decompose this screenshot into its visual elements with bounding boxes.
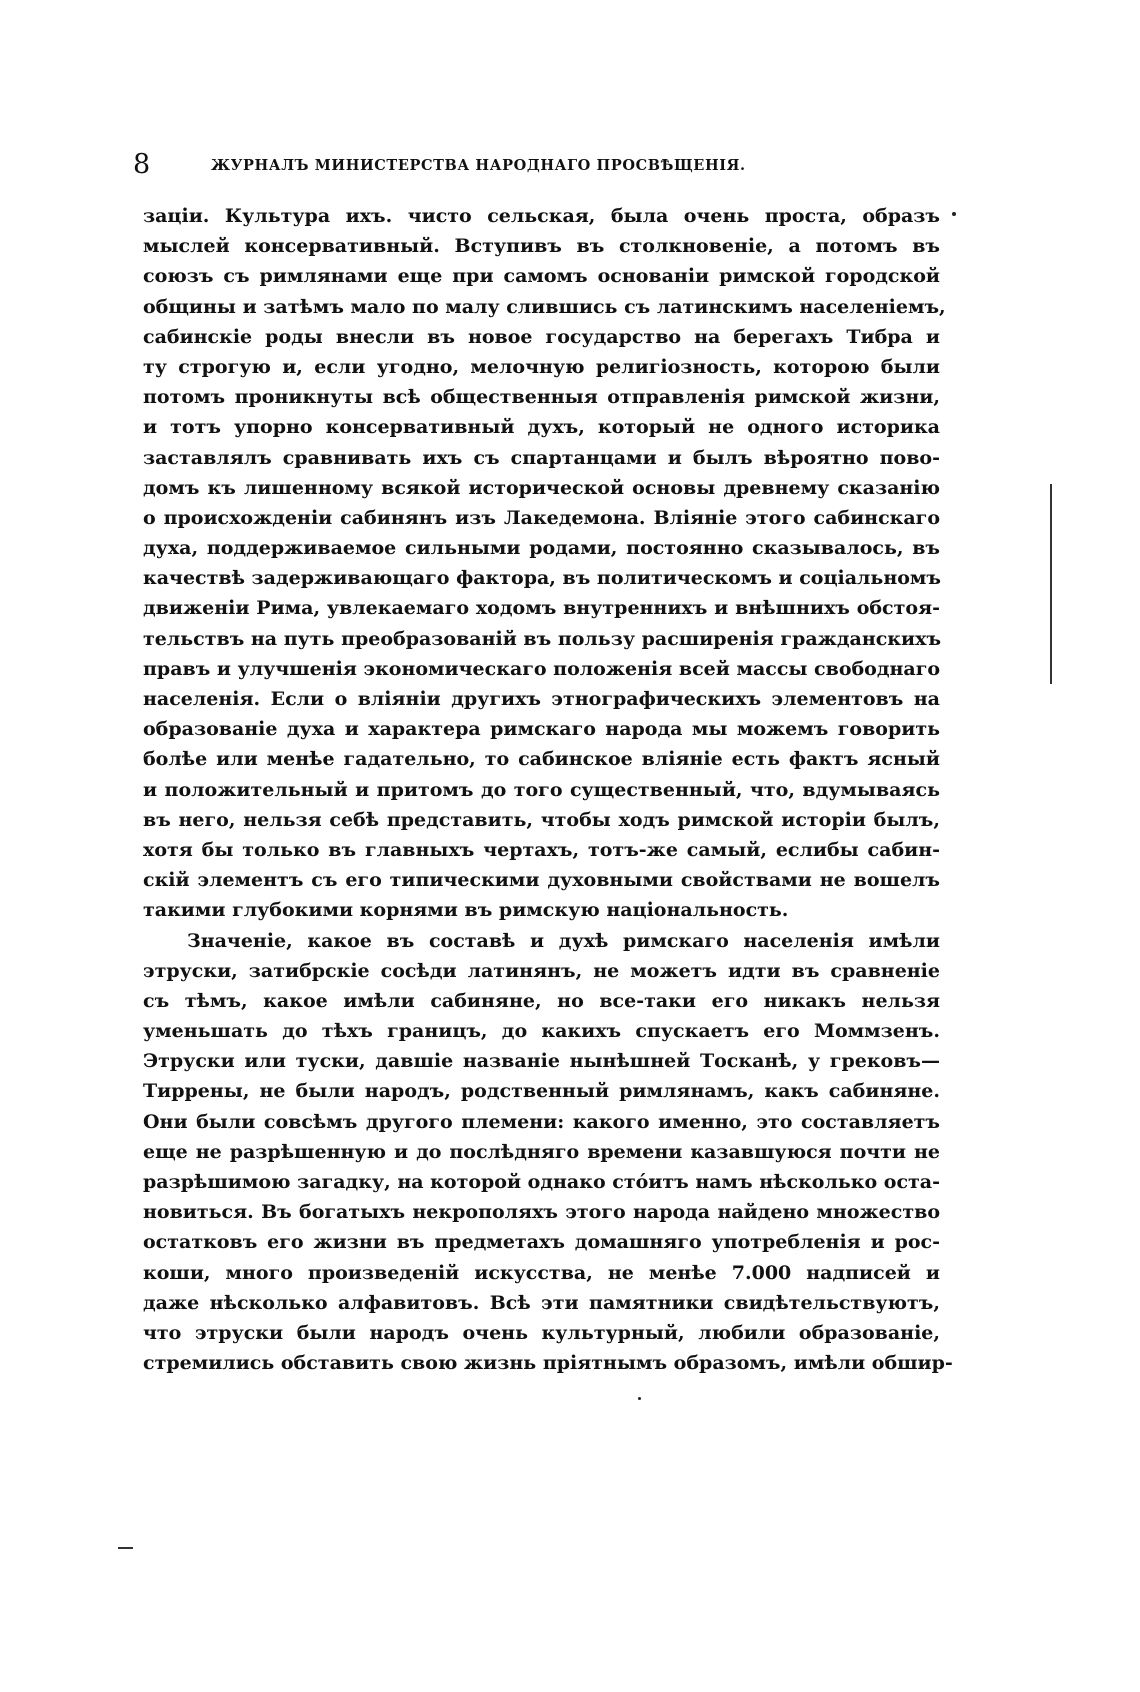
page-header — [133, 148, 845, 182]
text-line: движеніи Рима, увлекаемаго ходомъ внутреннихъ и внѣшнихъ обстоя- — [143, 597, 940, 620]
text-line: уменьшать до тѣхъ границъ, до какихъ спускаетъ его Моммзенъ. — [143, 1020, 940, 1043]
text-line: Тиррены, не были народъ, родственный римлянамъ, какъ сабиняне. — [143, 1080, 940, 1103]
text-line: тельствъ на путь преобразованій въ пользу расширенія гражданскихъ — [143, 627, 942, 650]
scan-margin-dash — [118, 1547, 133, 1549]
scan-speck — [952, 212, 956, 216]
text-line: новиться. Въ богатыхъ некрополяхъ этого народа найдено множество — [143, 1201, 940, 1224]
page-number: 8 — [133, 149, 151, 180]
text-line: болѣе или менѣе гадательно, то сабинское вліяніе есть фактъ ясный — [143, 748, 940, 771]
text-line: правъ и улучшенія экономическаго положенія всей массы свободнаго — [143, 657, 941, 680]
paragraph — [143, 926, 953, 1379]
paragraph — [143, 201, 946, 926]
text-line: Этруски или туски, давшіе названіе нынѣшней Тосканѣ, у грековъ— — [143, 1050, 940, 1073]
text-line: домъ къ лишенному всякой исторической основы древнему сказанію — [143, 476, 940, 499]
text-line: и тотъ упорно консервативный духъ, который не одного историка — [143, 416, 940, 439]
text-line: сабинскіе роды внесли въ новое государство на берегахъ Тибра и — [143, 325, 940, 348]
scan-margin-line — [1050, 484, 1052, 684]
text-line: духа, поддерживаемое сильными родами, постоянно сказывалось, въ — [143, 537, 940, 560]
text-line: скій элементъ съ его типическими духовными свойствами не вошелъ — [143, 869, 940, 892]
text-line: разрѣшимою загадку, на которой однако стóитъ намъ нѣсколько оста- — [143, 1171, 940, 1193]
text-line: качествѣ задерживающаго фактора, въ политическомъ и соціальномъ — [143, 567, 941, 590]
text-line: коши, много произведеній искусства, не менѣе 7.000 надписей и — [143, 1261, 940, 1284]
scan-speck — [638, 1397, 641, 1400]
body-text — [143, 201, 953, 1378]
text-line: ту строгую и, если угодно, мелочную религіозность, которою были — [143, 355, 940, 378]
text-line: населенія. Если о вліяніи другихъ этнографическихъ элементовъ на — [143, 688, 940, 710]
text-line: даже нѣсколько алфавитовъ. Всѣ эти памятники свидѣтельствуютъ, — [143, 1291, 940, 1314]
text-line: стремились обставить свою жизнь пріятнымъ образомъ, имѣли обшир- — [143, 1352, 953, 1375]
text-line: образованіе духа и характера римскаго народа мы можемъ говорить — [143, 718, 940, 741]
running-title: ЖУРНАЛЪ МИНИСТЕРСТВА НАРОДНАГО ПРОСВѢЩЕНІЯ. — [211, 157, 746, 174]
text-line: заставлялъ сравнивать ихъ съ спартанцами и былъ вѣроятно пово- — [143, 446, 940, 469]
text-line: потомъ проникнуты всѣ общественныя отправленія римской жизни, — [143, 386, 940, 409]
text-line: что этруски были народъ очень культурный, любили образованіе, — [143, 1321, 940, 1344]
text-line: остатковъ его жизни въ предметахъ домашняго употребленія и рос- — [143, 1231, 940, 1254]
text-line: заціи. Культура ихъ. чисто сельская, была очень проста, образъ — [143, 205, 940, 227]
text-line: мыслей консервативный. Вступивъ въ столкновеніе, а потомъ въ — [143, 235, 940, 258]
text-line: еще не разрѣшенную и до послѣдняго времени казавшуюся почти не — [143, 1140, 940, 1163]
text-line: въ него, нельзя себѣ представить, чтобы ходъ римской исторіи былъ, — [143, 808, 940, 831]
text-line: союзъ съ римлянами еще при самомъ основаніи римской городской — [143, 265, 940, 288]
text-line: и положительный и притомъ до того существенный, что, вдумываясь — [143, 778, 940, 801]
text-line: общины и затѣмъ мало по малу слившись съ латинскимъ населеніемъ, — [143, 295, 946, 318]
text-line: этруски, затибрскіе сосѣди латинянъ, не можетъ идти въ сравненіе — [143, 959, 940, 982]
text-line: Значеніе, какое въ составѣ и духѣ римскаго населенія имѣли — [187, 929, 940, 952]
text-line: такими глубокими корнями въ римскую національность. — [143, 899, 789, 922]
text-line: съ тѣмъ, какое имѣли сабиняне, но все-таки его никакъ нельзя — [143, 989, 940, 1012]
text-line: хотя бы только въ главныхъ чертахъ, тотъ-же самый, еслибы сабин- — [143, 838, 940, 861]
text-line: Они были совсѣмъ другого племени: какого именно, это составляетъ — [143, 1110, 940, 1133]
text-line: о происхожденіи сабинянъ изъ Лакедемона. Вліяніе этого сабинскаго — [143, 506, 940, 529]
